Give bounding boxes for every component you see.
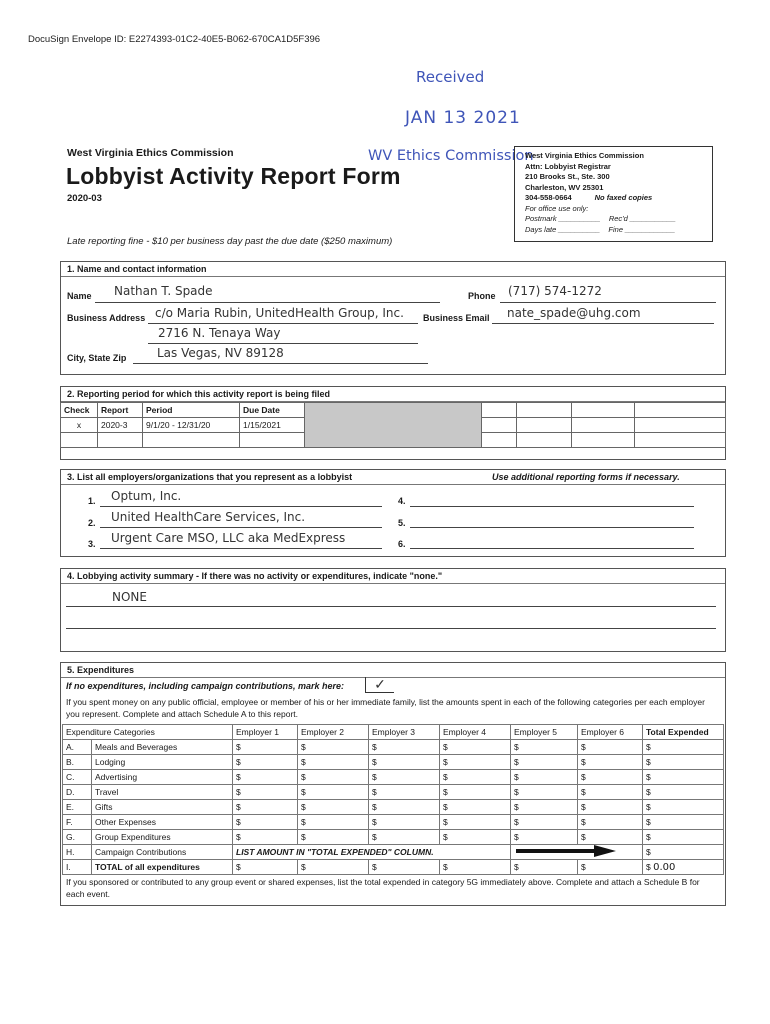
amount-cell[interactable]: $ (369, 815, 440, 830)
amount-cell[interactable]: $ (578, 755, 643, 770)
no-expenditures-label: If no expenditures, including campaign contributions, mark here: (66, 681, 345, 691)
addr-phone: 304-558-0664 (525, 193, 572, 202)
amount-cell[interactable]: $ (233, 770, 298, 785)
row-name: Advertising (92, 770, 233, 785)
amount-cell[interactable]: $ (511, 815, 578, 830)
section4-heading: 4. Lobbying activity summary - If there was no activity or expenditures, indicate "none." (61, 569, 725, 584)
form-title: Lobbyist Activity Report Form (66, 163, 401, 189)
campaign-row (63, 845, 724, 860)
amount-cell[interactable]: $ (440, 755, 511, 770)
amount-cell[interactable]: $ (298, 815, 369, 830)
amount-cell[interactable]: $ (298, 800, 369, 815)
amount-cell[interactable]: $ (511, 800, 578, 815)
amount-cell[interactable]: $ (578, 815, 643, 830)
mailing-address-box: West Virginia Ethics Commission Attn: Lobbyist Registrar 210 Brooks St., Ste. 300 Charleston, WV 25301 304-558-0664 No faxed copies For office use only: Postmark __________ Rec'd ___________ Days late __________ Fine ____________ (514, 146, 713, 242)
phone-line (500, 302, 716, 303)
city-value[interactable]: Las Vegas, NV 89128 (157, 346, 284, 360)
section3-title: 3. List all employers/organizations that you represent as a lobbyist (67, 472, 353, 482)
phone-value[interactable]: (717) 574-1272 (508, 284, 602, 298)
amount-cell[interactable]: $ (511, 830, 578, 845)
check-mark[interactable]: x (61, 418, 98, 433)
amount-cell[interactable]: $ (298, 830, 369, 845)
email-label: Business Email (423, 313, 490, 323)
amount-cell[interactable]: $ (643, 815, 724, 830)
amount-cell[interactable]: $ (440, 740, 511, 755)
row-code: H. (63, 845, 92, 860)
email-value[interactable]: nate_spade@uhg.com (507, 306, 641, 320)
row-code: F. (63, 815, 92, 830)
amount-cell[interactable]: $ (643, 740, 724, 755)
amount-cell[interactable]: $ (298, 755, 369, 770)
section3-note: Use additional reporting forms if necessary. (492, 472, 680, 482)
amount-cell[interactable]: $ (369, 740, 440, 755)
col-period: Period (143, 403, 240, 418)
amount-cell[interactable]: $ (643, 770, 724, 785)
amount-cell[interactable]: $ (369, 770, 440, 785)
total-emp-1[interactable]: $ (233, 860, 298, 875)
amount-cell[interactable]: $ (233, 830, 298, 845)
recd-label: Rec'd (608, 214, 628, 223)
row-name: Other Expenses (92, 815, 233, 830)
amount-cell[interactable]: $ (440, 815, 511, 830)
total-emp-5[interactable]: $ (511, 860, 578, 875)
employer-1[interactable]: Optum, Inc. (111, 489, 182, 503)
grand-total-value: 0.00 (653, 861, 676, 873)
city-label: City, State Zip (67, 353, 127, 363)
emp-num-5: 5. (398, 518, 406, 528)
period-value: 9/1/20 - 12/31/20 (143, 418, 240, 433)
row-name: TOTAL of all expenditures (92, 860, 233, 875)
row-name: Meals and Beverages (92, 740, 233, 755)
days-late-label: Days late (525, 224, 557, 234)
amount-cell[interactable]: $ (578, 830, 643, 845)
amount-cell[interactable]: $ (369, 830, 440, 845)
name-value[interactable]: Nathan T. Spade (114, 284, 213, 298)
amount-cell[interactable]: $ (233, 740, 298, 755)
emp-num-3: 3. (88, 539, 96, 549)
amount-cell[interactable]: $ (511, 785, 578, 800)
arrow-cell (511, 845, 643, 860)
addr-line2: Attn: Lobbyist Registrar (525, 161, 611, 171)
postmark-label: Postmark (525, 214, 557, 223)
arrow-icon (514, 845, 618, 857)
amount-cell[interactable]: $ (511, 770, 578, 785)
email-line (492, 323, 714, 324)
expenditure-row (63, 815, 724, 830)
emp-num-6: 6. (398, 539, 406, 549)
expenditure-instructions: If you spent money on any public official, employee or member of his or her immediate family, list the amounts spent in each of the following categories per each employer you represent. Complete and attach Schedule A to this report. (66, 697, 705, 719)
col-employer-5: Employer 5 (511, 725, 578, 740)
amount-cell[interactable]: $ (298, 770, 369, 785)
expenditure-table (62, 724, 724, 875)
summary-line-1 (66, 606, 716, 607)
row-name: Gifts (92, 800, 233, 815)
total-emp-6[interactable]: $ (578, 860, 643, 875)
section-activity-summary (60, 568, 726, 652)
name-line (95, 302, 440, 303)
emp-line-2 (100, 527, 382, 528)
col-total: Total Expended (643, 725, 724, 740)
row-code: D. (63, 785, 92, 800)
addr-line3: 210 Brooks St., Ste. 300 (525, 172, 610, 181)
amount-cell[interactable]: $ (233, 800, 298, 815)
col-due: Due Date (240, 403, 305, 418)
addr-line1: West Virginia Ethics Commission (525, 151, 644, 160)
amount-cell[interactable]: $ (643, 800, 724, 815)
col-employer-1: Employer 1 (233, 725, 298, 740)
row-name: Travel (92, 785, 233, 800)
amount-cell[interactable]: $ (440, 830, 511, 845)
amount-cell[interactable]: $ (578, 740, 643, 755)
section3-heading (61, 470, 725, 485)
section2-heading: 2. Reporting period for which this activity report is being filed (61, 387, 725, 402)
amount-cell[interactable]: $ (578, 770, 643, 785)
received-stamp: Received (416, 68, 485, 86)
campaign-note: LIST AMOUNT IN "TOTAL EXPENDED" COLUMN. (233, 845, 511, 860)
amount-cell[interactable]: $ (233, 815, 298, 830)
total-emp-3[interactable]: $ (369, 860, 440, 875)
expenditure-row (63, 800, 724, 815)
address-label: Business Address (67, 313, 146, 323)
city-line (133, 363, 428, 364)
row-name: Campaign Contributions (92, 845, 233, 860)
col-employer-2: Employer 2 (298, 725, 369, 740)
address-line1 (148, 323, 418, 324)
col-check: Check (61, 403, 98, 418)
due-value: 1/15/2021 (240, 418, 305, 433)
emp-num-1: 1. (88, 496, 96, 506)
row-code: G. (63, 830, 92, 845)
employer-2[interactable]: United HealthCare Services, Inc. (111, 510, 306, 524)
col-employer-3: Employer 3 (369, 725, 440, 740)
row-code: I. (63, 860, 92, 875)
activity-summary-value[interactable]: NONE (112, 590, 147, 604)
commission-stamp: WV Ethics Commission (368, 148, 534, 164)
amount-cell[interactable]: $ (298, 740, 369, 755)
grand-total[interactable] (643, 860, 724, 875)
amount-cell[interactable]: $ (578, 785, 643, 800)
col-categories: Expenditure Categories (63, 725, 233, 740)
received-date-stamp: JAN 13 2021 (405, 108, 521, 128)
emp-line-4 (410, 506, 694, 507)
org-name: West Virginia Ethics Commission (67, 147, 234, 159)
emp-line-1 (100, 506, 382, 507)
address-value-2[interactable]: 2716 N. Tenaya Way (158, 326, 281, 340)
fine-label: Fine (608, 224, 623, 234)
total-row (63, 860, 724, 875)
expenditure-row (63, 740, 724, 755)
amount-cell[interactable]: $ (440, 800, 511, 815)
amount-cell[interactable]: $ (233, 755, 298, 770)
row-name: Lodging (92, 755, 233, 770)
col-employer-6: Employer 6 (578, 725, 643, 740)
form-code: 2020-03 (67, 193, 102, 204)
amount-cell[interactable]: $ (298, 785, 369, 800)
emp-line-6 (410, 548, 694, 549)
expenditure-row (63, 830, 724, 845)
address-value-1[interactable]: c/o Maria Rubin, UnitedHealth Group, Inc. (155, 306, 404, 320)
late-fine-note: Late reporting fine - $10 per business day past the due date ($250 maximum) (67, 236, 393, 247)
expenditure-row (63, 755, 724, 770)
col-report: Report (98, 403, 143, 418)
amount-cell[interactable]: $ (369, 755, 440, 770)
phone-label: Phone (468, 291, 496, 301)
amount-cell[interactable]: $ (511, 740, 578, 755)
name-label: Name (67, 291, 92, 301)
report-value: 2020-3 (98, 418, 143, 433)
amount-cell[interactable]: $ (440, 785, 511, 800)
row-name: Group Expenditures (92, 830, 233, 845)
emp-line-5 (410, 527, 694, 528)
summary-line-2 (66, 628, 716, 629)
amount-cell[interactable]: $ (369, 800, 440, 815)
emp-num-2: 2. (88, 518, 96, 528)
section1-heading: 1. Name and contact information (61, 262, 725, 277)
address-line2 (148, 343, 418, 344)
amount-cell[interactable]: $ (511, 755, 578, 770)
col-employer-4: Employer 4 (440, 725, 511, 740)
expenditure-row (63, 770, 724, 785)
amount-cell[interactable]: $ (233, 785, 298, 800)
amount-cell[interactable]: $ (440, 770, 511, 785)
employer-3[interactable]: Urgent Care MSO, LLC aka MedExpress (111, 531, 346, 545)
total-emp-2[interactable]: $ (298, 860, 369, 875)
amount-cell[interactable]: $ (643, 785, 724, 800)
envelope-id: DocuSign Envelope ID: E2274393-01C2-40E5-B062-670CA1D5F396 (28, 34, 321, 45)
emp-line-3 (100, 548, 382, 549)
emp-num-4: 4. (398, 496, 406, 506)
addr-line4: Charleston, WV 25301 (525, 182, 604, 192)
row-code: B. (63, 755, 92, 770)
amount-cell[interactable]: $ (578, 800, 643, 815)
row-code: A. (63, 740, 92, 755)
period-table (60, 402, 726, 448)
section5-heading: 5. Expenditures (61, 663, 725, 678)
row-code: C. (63, 770, 92, 785)
grand-total-dollar: $ (646, 861, 651, 872)
redacted-area (305, 403, 482, 448)
campaign-total[interactable]: $ (643, 845, 724, 860)
amount-cell[interactable]: $ (643, 830, 724, 845)
expenditure-footer: If you sponsored or contributed to any group event or shared expenses, list the total expended in category 5G immediately above. Complete and attach a Schedule B for each event. (66, 877, 700, 899)
amount-cell[interactable]: $ (369, 785, 440, 800)
no-fax-note: No faxed copies (594, 193, 653, 202)
amount-cell[interactable]: $ (643, 755, 724, 770)
total-emp-4[interactable]: $ (440, 860, 511, 875)
no-expenditures-checkbox[interactable]: ✓ (365, 677, 394, 693)
expenditure-row (63, 785, 724, 800)
row-code: E. (63, 800, 92, 815)
office-use-label: For office use only: (525, 203, 589, 213)
